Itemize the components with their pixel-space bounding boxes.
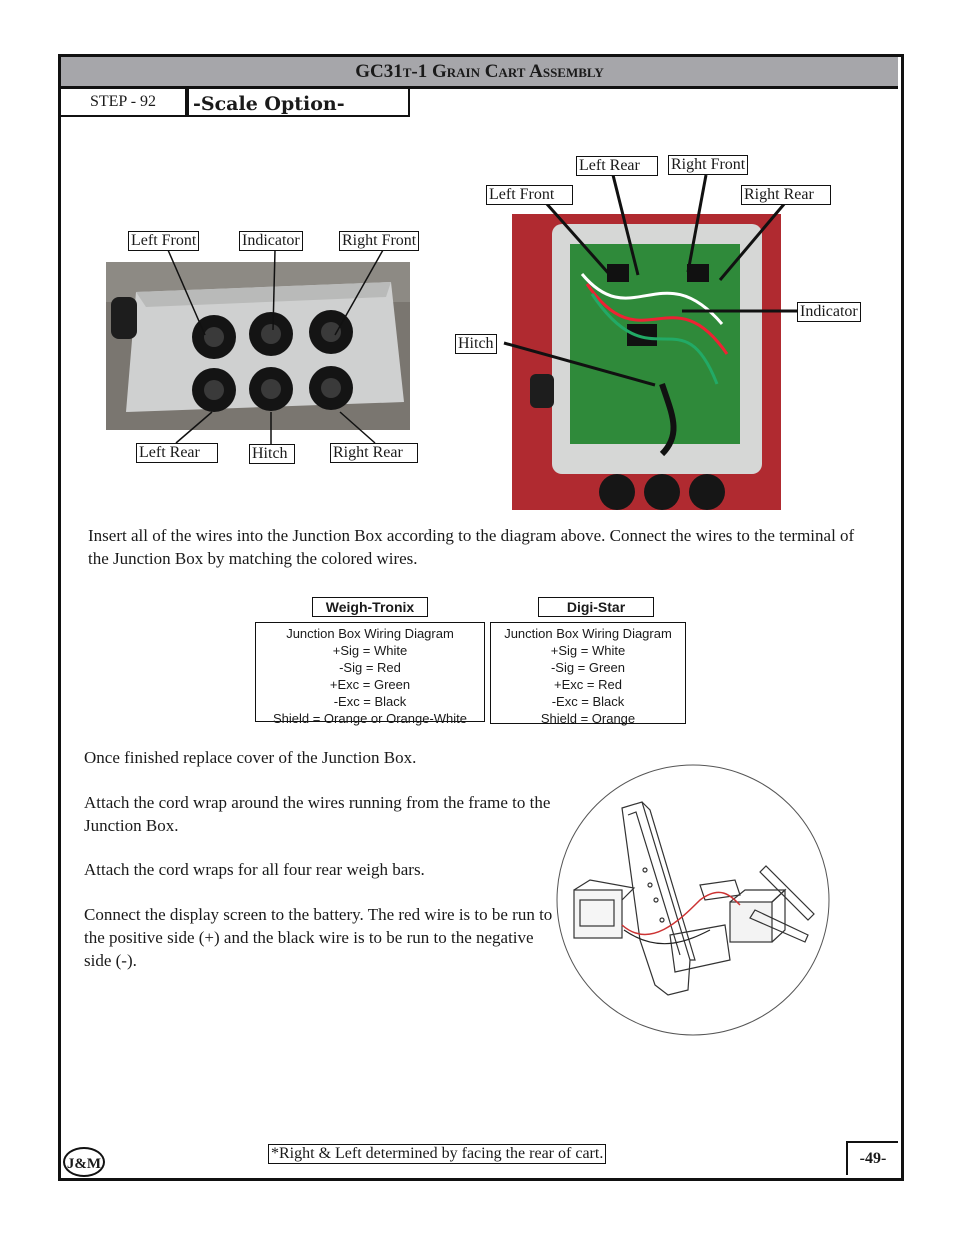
orientation-note: *Right & Left determined by facing the rear of cart. (268, 1144, 606, 1164)
table-line: -Exc = Black (333, 694, 407, 709)
page-number: -49- (846, 1141, 898, 1175)
header-title-rest: t-1 Grain Cart Assembly (402, 61, 604, 82)
table-line: -Sig = Green (550, 660, 626, 675)
table-line: +Exc = Red (554, 677, 622, 692)
step-title: -Scale Option- (187, 87, 410, 117)
display-battery-text: Connect the display screen to the battery. The red wire is to be run to the positive side (+) and the black wire is to be run to the negative side (-). (84, 905, 553, 970)
cord-wrap-text: Attach the cord wrap around the wires running from the frame to the Junction Box. (84, 793, 551, 835)
table-line: Junction Box Wiring Diagram (504, 626, 672, 641)
label-indicator-interior: Indicator (797, 302, 861, 322)
label-right-front: Right Front (339, 231, 419, 251)
label-left-front: Left Front (128, 231, 199, 251)
label-left-front-interior: Left Front (486, 185, 573, 205)
label-right-rear-interior: Right Rear (741, 185, 831, 205)
step-number: STEP - 92 (61, 89, 187, 117)
digi-star-wiring-table (490, 622, 686, 724)
rear-cord-wraps-text: Attach the cord wraps for all four rear weigh bars. (84, 860, 425, 879)
table-line: +Sig = White (332, 643, 408, 658)
label-indicator: Indicator (239, 231, 303, 251)
label-right-front-interior: Right Front (668, 155, 748, 175)
table-line: +Sig = White (550, 643, 626, 658)
label-hitch-interior: Hitch (455, 334, 497, 354)
table-line: Shield = Orange or Orange-White (272, 711, 468, 726)
weigh-tronix-heading: Weigh-Tronix (312, 597, 428, 617)
replace-cover-text: Once finished replace cover of the Junction Box. (84, 748, 417, 767)
table-line: Junction Box Wiring Diagram (286, 626, 454, 641)
table-line: -Exc = Black (551, 694, 625, 709)
jm-logo: J&M (63, 1147, 105, 1177)
label-hitch: Hitch (249, 444, 295, 464)
label-left-rear: Left Rear (136, 443, 218, 463)
digi-star-heading: Digi-Star (538, 597, 654, 617)
header-title-prefix: GC31 (355, 61, 403, 82)
label-left-rear-interior: Left Rear (576, 156, 658, 176)
table-line: +Exc = Green (329, 677, 411, 692)
weigh-tronix-wiring-table (255, 622, 485, 726)
table-line: Shield = Orange (540, 711, 636, 726)
label-right-rear: Right Rear (330, 443, 418, 463)
table-line: -Sig = Red (339, 660, 401, 675)
display-battery-illustration (550, 760, 835, 1045)
wiring-instructions: Insert all of the wires into the Junction Box according to the diagram above. Connect the wires to the terminal of the Junction Box by matching the colored wires. (88, 526, 855, 568)
